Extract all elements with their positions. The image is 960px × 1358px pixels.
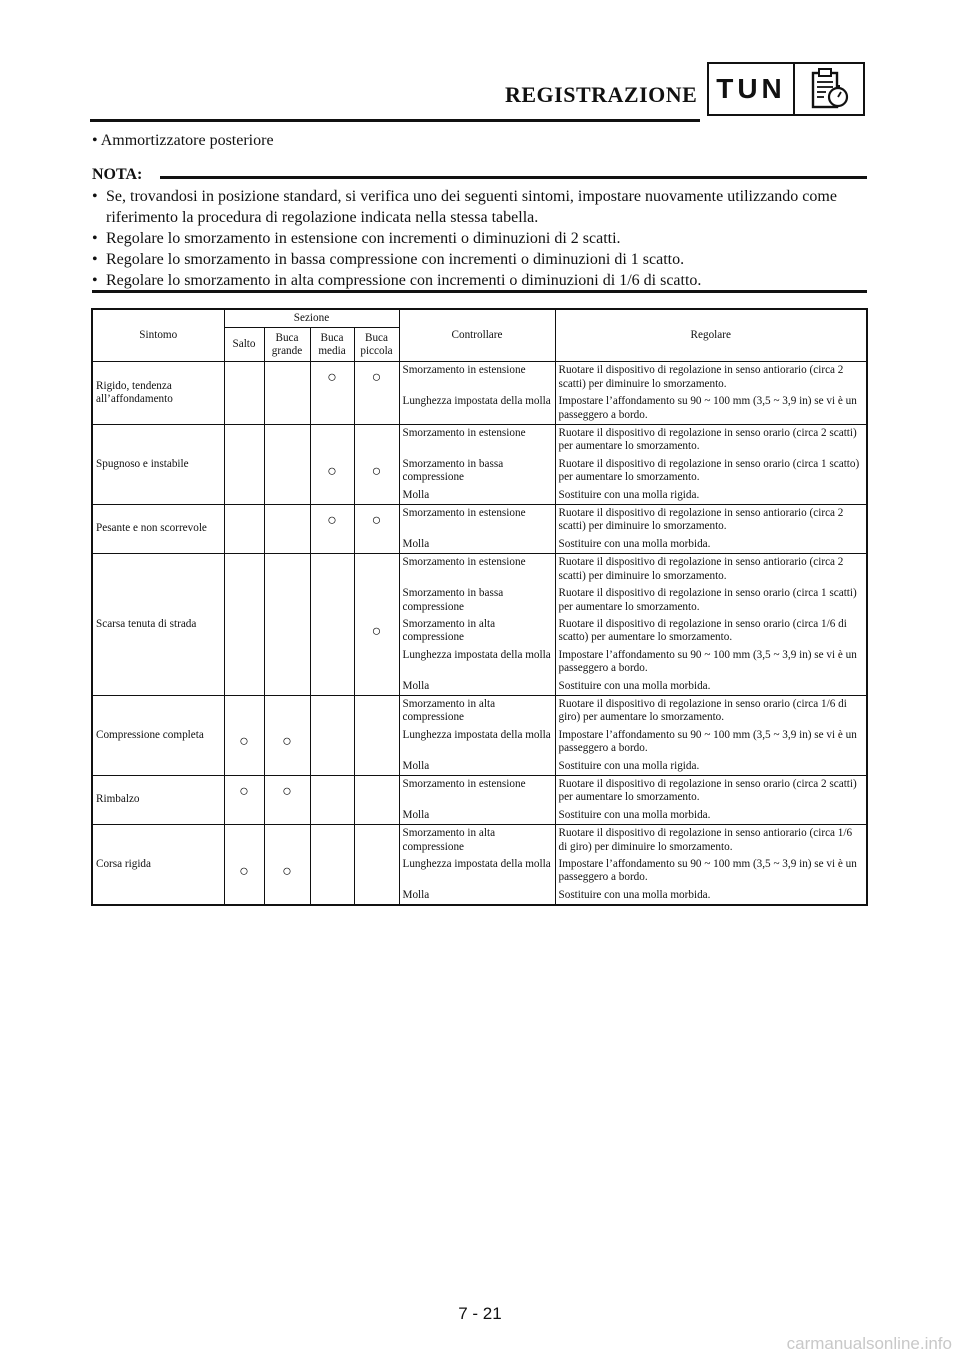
controllare-cell: Molla <box>399 887 555 905</box>
section-mark-cell <box>224 695 264 726</box>
regolare-cell: Ruotare il dispositivo di regolazione in senso antiorario (circa 2 scatti) per diminuire lo smorzamento. <box>555 362 867 393</box>
table-row <box>92 695 867 726</box>
section-mark-cell <box>224 362 264 393</box>
table-row <box>92 775 867 806</box>
table-row <box>92 425 867 456</box>
regolare-cell: Impostare l’affondamento su 90 ~ 100 mm (3,5 ~ 3,9 in) se vi è un passeggero a bordo. <box>555 393 867 424</box>
section-mark-cell <box>224 647 264 678</box>
sintomo-cell: Corsa rigida <box>92 825 224 906</box>
sintomo-cell: Rigido, tendenza all’affondamento <box>92 362 224 425</box>
section-mark-cell: ○ <box>224 727 264 758</box>
section-mark-cell: ○ <box>310 505 354 536</box>
section-mark-cell <box>264 456 310 487</box>
controllare-cell: Smorzamento in bassa compressione <box>399 456 555 487</box>
nota-item: • Regolare lo smorzamento in estensione con incrementi o diminuzioni di 2 scatti. <box>92 228 867 249</box>
section-mark-cell <box>354 825 399 856</box>
section-badge <box>707 62 865 116</box>
section-mark-cell <box>224 487 264 505</box>
section-mark-cell <box>354 856 399 887</box>
section-mark-cell <box>264 807 310 825</box>
nota-item: • Regolare lo smorzamento in bassa compressione con incrementi o diminuzioni di 1 scatto. <box>92 249 867 270</box>
tuning-table <box>91 308 868 906</box>
section-mark-cell <box>264 505 310 536</box>
nota-item: • Regolare lo smorzamento in alta compressione con incrementi o diminuzioni di 1/6 di scatto. <box>92 270 867 291</box>
section-mark-cell <box>310 775 354 806</box>
section-mark-cell <box>310 393 354 424</box>
section-mark-cell <box>264 758 310 776</box>
regolare-cell: Sostituire con una molla rigida. <box>555 758 867 776</box>
sintomo-cell: Scarsa tenuta di strada <box>92 554 224 696</box>
regolare-cell: Ruotare il dispositivo di regolazione in senso orario (circa 2 scatti) per aumentare lo smorzamento. <box>555 775 867 806</box>
section-mark-cell <box>264 536 310 554</box>
header-buca-media: Buca media <box>310 328 354 362</box>
section-mark-cell <box>310 536 354 554</box>
nota-end-rule <box>92 290 867 293</box>
section-mark-cell <box>310 585 354 616</box>
section-mark-cell <box>354 554 399 585</box>
controllare-cell: Molla <box>399 487 555 505</box>
watermark: carmanualsonline.info <box>786 1334 952 1353</box>
section-mark-cell <box>264 487 310 505</box>
page-number: 7 - 21 <box>458 1304 502 1323</box>
regolare-cell: Sostituire con una molla rigida. <box>555 487 867 505</box>
regolare-cell: Sostituire con una molla morbida. <box>555 536 867 554</box>
section-mark-cell <box>264 585 310 616</box>
section-mark-cell <box>264 678 310 696</box>
section-mark-cell <box>354 887 399 905</box>
header-sezione: Sezione <box>224 309 399 328</box>
section-mark-cell <box>264 616 310 647</box>
section-mark-cell <box>224 758 264 776</box>
controllare-cell: Smorzamento in estensione <box>399 362 555 393</box>
regolare-cell: Sostituire con una molla morbida. <box>555 678 867 696</box>
section-mark-cell <box>224 505 264 536</box>
sintomo-cell: Pesante e non scorrevole <box>92 505 224 554</box>
page-title: REGISTRAZIONE <box>505 82 698 107</box>
regolare-cell: Ruotare il dispositivo di regolazione in senso orario (circa 1 scatti) per aumentare lo smorzamento. <box>555 585 867 616</box>
nota-list <box>92 186 867 291</box>
section-mark-cell <box>310 807 354 825</box>
intro-text: Ammortizzatore posteriore <box>100 132 274 149</box>
section-mark-cell <box>354 425 399 456</box>
controllare-cell: Lunghezza impostata della molla <box>399 727 555 758</box>
section-mark-cell <box>310 487 354 505</box>
nota-rule <box>160 176 867 179</box>
section-mark-cell <box>224 616 264 647</box>
section-mark-cell <box>354 695 399 726</box>
section-mark-cell <box>224 585 264 616</box>
section-mark-cell <box>264 695 310 726</box>
section-mark-cell <box>264 362 310 393</box>
regolare-cell: Sostituire con una molla morbida. <box>555 807 867 825</box>
regolare-cell: Impostare l’affondamento su 90 ~ 100 mm (3,5 ~ 3,9 in) se vi è un passeggero a bordo. <box>555 727 867 758</box>
intro-line: • Ammortizzatore posteriore <box>92 132 274 149</box>
section-mark-cell <box>310 758 354 776</box>
header-rule <box>90 119 700 122</box>
section-mark-cell <box>310 825 354 856</box>
section-mark-cell <box>310 695 354 726</box>
section-mark-cell <box>354 727 399 758</box>
regolare-cell: Ruotare il dispositivo di regolazione in senso antiorario (circa 2 scatti) per diminuire lo smorzamento. <box>555 505 867 536</box>
controllare-cell: Smorzamento in estensione <box>399 775 555 806</box>
table-row <box>92 505 867 536</box>
controllare-cell: Smorzamento in estensione <box>399 554 555 585</box>
sintomo-cell: Spugnoso e instabile <box>92 425 224 505</box>
section-badge-label: TUN <box>709 64 795 114</box>
controllare-cell: Smorzamento in bassa compressione <box>399 585 555 616</box>
section-mark-cell <box>310 425 354 456</box>
controllare-cell: Lunghezza impostata della molla <box>399 647 555 678</box>
section-mark-cell <box>310 678 354 696</box>
section-mark-cell <box>264 647 310 678</box>
section-mark-cell: ○ <box>264 775 310 806</box>
section-mark-cell <box>354 393 399 424</box>
section-mark-cell <box>264 425 310 456</box>
section-mark-cell: ○ <box>354 456 399 487</box>
controllare-cell: Lunghezza impostata della molla <box>399 393 555 424</box>
section-mark-cell <box>224 536 264 554</box>
section-mark-cell <box>310 554 354 585</box>
section-mark-cell: ○ <box>310 362 354 393</box>
section-mark-cell <box>224 425 264 456</box>
controllare-cell: Smorzamento in estensione <box>399 505 555 536</box>
nota-label: NOTA: <box>92 166 143 183</box>
section-mark-cell <box>310 616 354 647</box>
section-mark-cell <box>224 554 264 585</box>
sintomo-cell: Rimbalzo <box>92 775 224 824</box>
regolare-cell: Ruotare il dispositivo di regolazione in senso orario (circa 1 scatto) per aumentare lo smorzamento. <box>555 456 867 487</box>
section-mark-cell <box>354 487 399 505</box>
section-mark-cell <box>354 678 399 696</box>
controllare-cell: Molla <box>399 758 555 776</box>
table-row <box>92 554 867 585</box>
controllare-cell: Molla <box>399 678 555 696</box>
section-mark-cell <box>354 807 399 825</box>
section-mark-cell <box>354 758 399 776</box>
regolare-cell: Impostare l’affondamento su 90 ~ 100 mm (3,5 ~ 3,9 in) se vi è un passeggero a bordo. <box>555 856 867 887</box>
section-mark-cell: ○ <box>354 616 399 647</box>
section-mark-cell: ○ <box>224 775 264 806</box>
header-regolare: Regolare <box>555 309 867 362</box>
section-mark-cell <box>224 825 264 856</box>
section-mark-cell <box>310 887 354 905</box>
section-mark-cell: ○ <box>264 856 310 887</box>
section-mark-cell <box>354 775 399 806</box>
regolare-cell: Sostituire con una molla morbida. <box>555 887 867 905</box>
controllare-cell: Smorzamento in alta compressione <box>399 616 555 647</box>
header-sintomo: Sintomo <box>92 309 224 362</box>
header-salto: Salto <box>224 328 264 362</box>
sintomo-cell: Compressione completa <box>92 695 224 775</box>
section-mark-cell <box>310 727 354 758</box>
section-mark-cell <box>354 585 399 616</box>
section-mark-cell: ○ <box>354 505 399 536</box>
regolare-cell: Impostare l’affondamento su 90 ~ 100 mm (3,5 ~ 3,9 in) se vi è un passeggero a bordo. <box>555 647 867 678</box>
section-mark-cell <box>310 856 354 887</box>
section-mark-cell <box>224 678 264 696</box>
regolare-cell: Ruotare il dispositivo di regolazione in senso antiorario (circa 1/6 di giro) per diminuire lo smorzamento. <box>555 825 867 856</box>
section-mark-cell: ○ <box>354 362 399 393</box>
section-mark-cell <box>224 393 264 424</box>
nota-item: • Se, trovandosi in posizione standard, si verifica uno dei seguenti sintomi, impostare nuovamente utilizzando come riferimento la procedura di regolazione indicata nella stessa tabella. <box>92 186 867 228</box>
section-mark-cell <box>224 807 264 825</box>
regolare-cell: Ruotare il dispositivo di regolazione in senso orario (circa 1/6 di scatto) per aumentare lo smorzamento. <box>555 616 867 647</box>
header-controllare: Controllare <box>399 309 555 362</box>
controllare-cell: Molla <box>399 536 555 554</box>
section-mark-cell <box>264 825 310 856</box>
section-mark-cell <box>224 456 264 487</box>
regolare-cell: Ruotare il dispositivo di regolazione in senso orario (circa 1/6 di giro) per aumentare lo smorzamento. <box>555 695 867 726</box>
controllare-cell: Smorzamento in alta compressione <box>399 825 555 856</box>
table-row <box>92 825 867 856</box>
section-mark-cell <box>264 393 310 424</box>
table-row <box>92 362 867 393</box>
regolare-cell: Ruotare il dispositivo di regolazione in senso orario (circa 2 scatti) per aumentare lo smorzamento. <box>555 425 867 456</box>
header-buca-piccola: Buca piccola <box>354 328 399 362</box>
section-mark-cell <box>354 647 399 678</box>
section-mark-cell <box>354 536 399 554</box>
section-mark-cell <box>310 647 354 678</box>
section-mark-cell: ○ <box>224 856 264 887</box>
section-mark-cell <box>224 887 264 905</box>
regolare-cell: Ruotare il dispositivo di regolazione in senso antiorario (circa 2 scatti) per diminuire lo smorzamento. <box>555 554 867 585</box>
section-mark-cell: ○ <box>264 727 310 758</box>
section-mark-cell <box>264 887 310 905</box>
controllare-cell: Lunghezza impostata della molla <box>399 856 555 887</box>
controllare-cell: Molla <box>399 807 555 825</box>
header-buca-grande: Buca grande <box>264 328 310 362</box>
section-mark-cell: ○ <box>310 456 354 487</box>
controllare-cell: Smorzamento in estensione <box>399 425 555 456</box>
clipboard-stopwatch-icon <box>795 64 863 114</box>
section-mark-cell <box>264 554 310 585</box>
controllare-cell: Smorzamento in alta compressione <box>399 695 555 726</box>
